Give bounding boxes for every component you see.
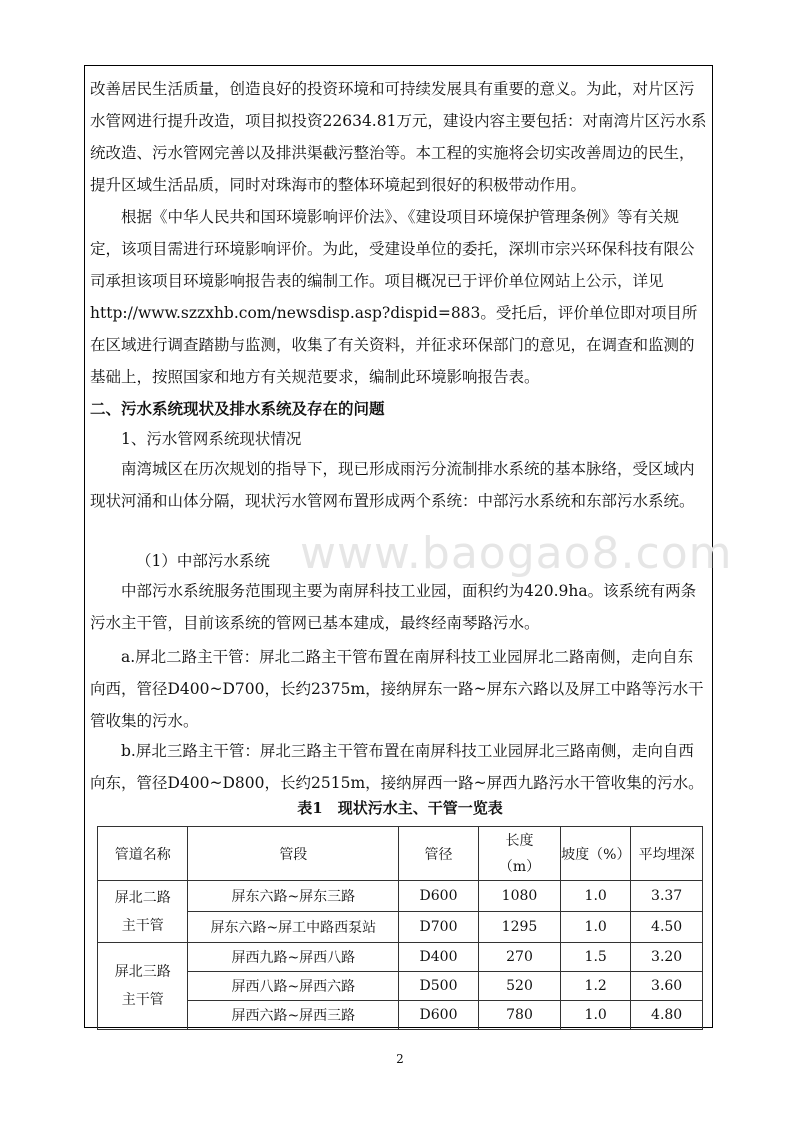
table-cell: 780 — [478, 1001, 560, 1030]
paragraph-pingbei3: b.屏北三路主干管：屏北三路主干管布置在南屏科技工业园屏北三路南侧，走向自西向东，管径D400~D800，长约2515m，接纳屏西一路~屏西九路污水干管收集的污水。 — [90, 742, 704, 792]
table-cell: 3.20 — [631, 943, 703, 972]
pipe-name-cell: 屏北二路主干管 — [98, 881, 188, 943]
header-cell: 长度（m） — [478, 827, 560, 881]
subsection-heading: 1、污水管网系统现状情况 — [121, 430, 302, 448]
table-cell: D400 — [399, 943, 479, 972]
table-cell: 1295 — [478, 912, 560, 943]
table-cell: 520 — [478, 972, 560, 1001]
table-cell: 屏西八路~屏西六路 — [188, 972, 399, 1001]
table-cell: 1.2 — [561, 972, 631, 1001]
table-header-row — [98, 827, 703, 881]
table-row — [98, 943, 703, 972]
paragraph-intro: 改善居民生活质量，创造良好的投资环境和可持续发展具有重要的意义。为此，对片区污水管网进行提升改造，项目拟投资22634.81万元，建设内容主要包括：对南湾片区污水系统改造、污水管网完善以及排洪渠截污整治等。本工程的实施将会切实改善周边的民生，提升区域生活品质，同时对珠海市的整体环境起到很好的积极带动作用。 — [90, 80, 707, 194]
paragraph-pingbei2: a.屏北二路主干管：屏北二路主干管布置在南屏科技工业园屏北二路南侧，走向自东向西，管径D400~D700，长约2375m，接纳屏东一路~屏东六路以及屏工中路等污水干管收集的污水。 — [90, 648, 704, 730]
table-cell: 1.0 — [561, 1001, 631, 1030]
paragraph-legal-basis: 根据《中华人民共和国环境影响评价法》、《建设项目环境保护管理条例》等有关规定，该项目需进行环境影响评价。为此，受建设单位的委托，深圳市宗兴环保科技有限公司承担该项目环境影响报告表的编制工作。项目概况已于评价单位网站上公示，详见http://www.szzxhb.com/newsdisp.asp?dispid=883。受托后，评价单位即对项目所在区域进行调查踏勘与监测，收集了有关资料，并征求环保部门的意见，在调查和监测的基础上，按照国家和地方有关规范要求，编制此环境影响报告表。 — [90, 208, 698, 386]
pipe-table — [97, 826, 703, 1030]
watermark: www.baogao8.com — [300, 528, 733, 579]
header-cell: 管径 — [399, 827, 479, 881]
table-cell: 3.60 — [631, 972, 703, 1001]
paragraph-central: 中部污水系统服务范围现主要为南屏科技工业园，面积约为420.9ha。该系统有两条污水主干管，目前该系统的管网已基本建成，最终经南琴路污水。 — [90, 582, 697, 632]
table-cell: D700 — [399, 912, 479, 943]
table-row — [98, 972, 703, 1001]
pipe-name-cell: 屏北三路主干管 — [98, 943, 188, 1030]
table-cell: 屏西九路~屏西八路 — [188, 943, 399, 972]
table-cell: 270 — [478, 943, 560, 972]
table-cell: 屏东六路~屏东三路 — [188, 881, 399, 912]
page-number: 2 — [396, 1052, 404, 1066]
paragraph-overview: 南湾城区在历次规划的指导下，现已形成雨污分流制排水系统的基本脉络，受区域内现状河涌和山体分隔，现状污水管网布置形成两个系统：中部污水系统和东部污水系统。 — [90, 460, 695, 510]
subsection-central: （1）中部污水系统 — [136, 552, 270, 570]
header-cell: 管段 — [188, 827, 399, 881]
table-cell: 3.37 — [631, 881, 703, 912]
table-cell: 1.5 — [561, 943, 631, 972]
table-row — [98, 881, 703, 912]
header-cell: 坡度（%） — [561, 827, 631, 881]
table-cell: 4.80 — [631, 1001, 703, 1030]
section-heading: 二、污水系统现状及排水系统及存在的问题 — [90, 399, 385, 418]
table-caption: 表1 现状污水主、干管一览表 — [297, 799, 503, 817]
table-cell: D500 — [399, 972, 479, 1001]
table-cell: 4.50 — [631, 912, 703, 943]
table-cell: D600 — [399, 1001, 479, 1030]
table-cell: D600 — [399, 881, 479, 912]
table-cell: 屏西六路~屏西三路 — [188, 1001, 399, 1030]
table-cell: 1.0 — [561, 881, 631, 912]
table-cell: 屏东六路~屏工中路西泵站 — [188, 912, 399, 943]
table-cell: 1080 — [478, 881, 560, 912]
table-row — [98, 912, 703, 943]
table-row — [98, 1001, 703, 1030]
table-cell: 1.0 — [561, 912, 631, 943]
header-cell: 管道名称 — [98, 827, 188, 881]
header-cell: 平均埋深 — [631, 827, 703, 881]
